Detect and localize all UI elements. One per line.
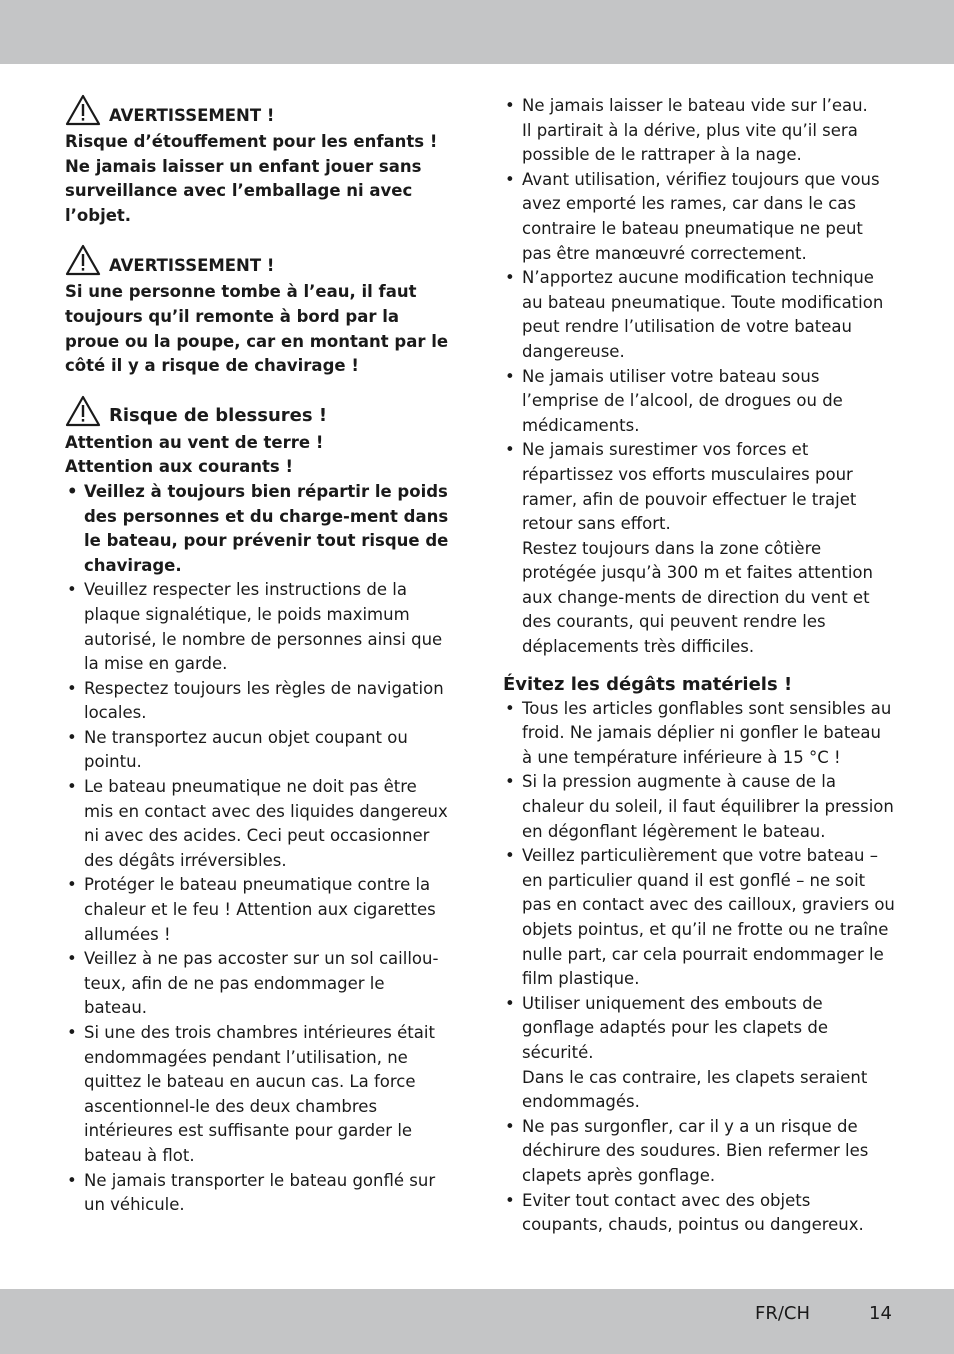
damage-bullet-list <box>503 697 895 1238</box>
injury-heading <box>65 395 450 427</box>
warning-triangle-icon <box>65 94 101 126</box>
list-item: • Eviter tout contact avec des objets coupants, chauds, pointus ou dangereux. <box>503 1189 895 1238</box>
injury-line: Attention aux courants ! <box>65 457 293 477</box>
header-band <box>0 0 954 64</box>
list-item: • Si la pression augmente à cause de la chaleur du soleil, il faut équilibrer la pression en dégonflant légèrement le bateau. <box>503 770 895 844</box>
footer-band <box>0 1289 954 1354</box>
list-item: • Respectez toujours les règles de navigation locales. <box>65 677 450 726</box>
left-column <box>65 94 450 1218</box>
warning-title: AVERTISSEMENT ! <box>109 105 275 125</box>
injury-bullet-list <box>65 480 450 1218</box>
list-item: • Utiliser uniquement des embouts de gonflage adaptés pour les clapets de sécurité. Dans le cas contraire, les clapets seraient endommagés. <box>503 992 895 1115</box>
list-item: • Veillez à ne pas accoster sur un sol caillou-teux, afin de ne pas endommager le bateau. <box>65 947 450 1021</box>
list-item: • Veuillez respecter les instructions de la plaque signalétique, le poids maximum autorisé, le nombre de personnes ainsi que la mise en garde. <box>65 578 450 676</box>
footer-language: FR/CH <box>755 1303 811 1324</box>
list-item: • Ne jamais surestimer vos forces et répartissez vos efforts musculaires pour ramer, afin de pouvoir effectuer le trajet retour sans effort. Restez toujours dans la zone côtière protégée jusqu’à 300 m et faites attention aux change-ments de direction du vent et des courants, qui peuvent rendre les déplacements très difficiles. <box>503 438 895 659</box>
list-item: • Ne transportez aucun objet coupant ou pointu. <box>65 726 450 775</box>
list-item: • Si une des trois chambres intérieures était endommagées pendant l’utilisation, ne quittez le bateau en aucun cas. La force ascentionnel-le des deux chambres intérieures est suffisante pour garder le bateau à flot. <box>65 1021 450 1169</box>
warning-heading-1 <box>65 94 450 126</box>
list-item: • N’apportez aucune modification technique au bateau pneumatique. Toute modification peut rendre l’utilisation de votre bateau dangereuse. <box>503 266 895 364</box>
list-item: • Veillez particulièrement que votre bateau – en particulier quand il est gonflé – ne soit pas en contact avec des cailloux, graviers ou objets pointus, et qu’il ne frotte ou ne traîne nulle part, car cela pourrait endommager le film plastique. <box>503 844 895 992</box>
list-item: • Tous les articles gonflables sont sensibles au froid. Ne jamais déplier ni gonfler le bateau à une température inférieure à 15 °C ! <box>503 697 895 771</box>
list-item: • Avant utilisation, vérifiez toujours que vous avez emporté les rames, car dans le cas contraire le bateau pneumatique ne peut pas être manœuvré correctement. <box>503 168 895 266</box>
list-item: • Ne jamais laisser le bateau vide sur l’eau. Il partirait à la dérive, plus vite qu’il sera possible de le rattraper à la nage. <box>503 94 895 168</box>
warning-text: Risque d’étouffement pour les enfants ! Ne jamais laisser un enfant jouer sans surveillance avec l’emballage ni avec l’objet. <box>65 132 438 225</box>
list-item: • Ne pas surgonfler, car il y a un risque de déchirure des soudures. Bien refermer les clapets après gonflage. <box>503 1115 895 1189</box>
injury-title: Risque de blessures ! <box>109 405 328 427</box>
list-item: • Ne jamais utiliser votre bateau sous l’emprise de l’alcool, de drogues ou de médicaments. <box>503 365 895 439</box>
list-item: • Ne jamais transporter le bateau gonflé sur un véhicule. <box>65 1169 450 1218</box>
list-item: • Le bateau pneumatique ne doit pas être mis en contact avec des liquides dangereux ni avec des acides. Ceci peut occasionner des dégâts irréversibles. <box>65 775 450 873</box>
injury-line: Attention au vent de terre ! <box>65 432 324 452</box>
warning-title: AVERTISSEMENT ! <box>109 255 275 275</box>
damage-section-title: Évitez les dégâts matériels ! <box>503 673 793 695</box>
right-column <box>503 94 895 1238</box>
safety-bullet-list <box>503 94 895 660</box>
warning-triangle-icon <box>65 395 101 427</box>
warning-triangle-icon <box>65 244 101 276</box>
list-item: • Veillez à toujours bien répartir le poids des personnes et du charge-ment dans le bateau, pour prévenir tout risque de chavirage. <box>65 480 450 578</box>
list-item: • Protéger le bateau pneumatique contre la chaleur et le feu ! Attention aux cigarettes allumées ! <box>65 873 450 947</box>
warning-heading-2 <box>65 244 450 276</box>
page-number: 14 <box>869 1303 892 1324</box>
warning-text: Si une personne tombe à l’eau, il faut toujours qu’il remonte à bord par la proue ou la poupe, car en montant par le côté il y a risque de chavirage ! <box>65 282 449 376</box>
